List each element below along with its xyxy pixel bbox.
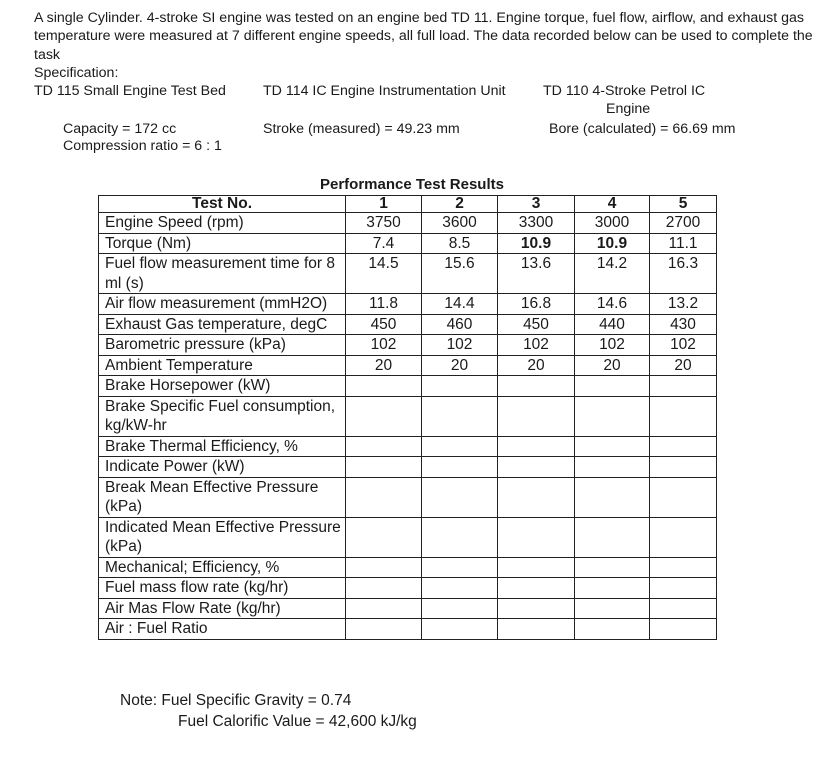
table-row — [99, 254, 717, 294]
cell-value — [422, 396, 498, 436]
cell-value: 102 — [650, 335, 717, 356]
spec-test-bed: TD 115 Small Engine Test Bed — [34, 83, 226, 99]
cell-value — [575, 477, 650, 517]
cell-value — [498, 517, 575, 557]
row-label: Engine Speed (rpm) — [99, 213, 346, 234]
cell-value — [575, 396, 650, 436]
cell-value — [575, 376, 650, 397]
cell-value — [650, 376, 717, 397]
cell-value: 102 — [498, 335, 575, 356]
cell-value — [575, 557, 650, 578]
cell-value — [422, 477, 498, 517]
cell-value — [650, 477, 717, 517]
table-row — [99, 557, 717, 578]
cell-value — [650, 578, 717, 599]
row-label: Brake Horsepower (kW) — [99, 376, 346, 397]
cell-value: 11.1 — [650, 233, 717, 254]
header-test-no: Test No. — [99, 196, 346, 213]
table-row — [99, 578, 717, 599]
cell-value: 102 — [346, 335, 422, 356]
cell-value — [650, 436, 717, 457]
cell-value — [650, 517, 717, 557]
cell-value: 20 — [422, 355, 498, 376]
row-label: Brake Thermal Efficiency, % — [99, 436, 346, 457]
cell-value — [422, 517, 498, 557]
cell-value — [575, 517, 650, 557]
cell-value: 16.3 — [650, 254, 717, 294]
intro-paragraph: A single Cylinder. 4-stroke SI engine was tested on an engine bed TD 11. Engine torque, fuel flow, airflow, and exhaust gas temperature were measured at 7 different engine speeds, all full load. The data recorded below can be used to complete the task — [34, 10, 813, 63]
spec-instrumentation-unit: TD 114 IC Engine Instrumentation Unit — [263, 83, 506, 99]
header-test-5: 5 — [650, 196, 717, 213]
table-row — [99, 233, 717, 254]
row-label: Brake Specific Fuel consumption, kg/kW-hr — [99, 396, 346, 436]
row-label: Ambient Temperature — [99, 355, 346, 376]
cell-value: 450 — [346, 314, 422, 335]
row-label: Fuel mass flow rate (kg/hr) — [99, 578, 346, 599]
cell-value — [650, 557, 717, 578]
cell-value — [346, 396, 422, 436]
cell-value: 102 — [575, 335, 650, 356]
cell-value: 3600 — [422, 213, 498, 234]
cell-value: 15.6 — [422, 254, 498, 294]
cell-value: 11.8 — [346, 294, 422, 315]
cell-value: 16.8 — [498, 294, 575, 315]
header-test-2: 2 — [422, 196, 498, 213]
cell-value: 10.9 — [498, 233, 575, 254]
table-row — [99, 294, 717, 315]
note-specific-gravity: Note: Fuel Specific Gravity = 0.74 — [120, 692, 352, 709]
cell-value: 3750 — [346, 213, 422, 234]
cell-value — [498, 557, 575, 578]
cell-value: 7.4 — [346, 233, 422, 254]
cell-value — [346, 457, 422, 478]
row-label: Barometric pressure (kPa) — [99, 335, 346, 356]
table-row — [99, 213, 717, 234]
cell-value: 430 — [650, 314, 717, 335]
spec-stroke: Stroke (measured) = 49.23 mm — [263, 121, 460, 137]
cell-value — [650, 396, 717, 436]
cell-value — [498, 619, 575, 640]
table-row — [99, 335, 717, 356]
table-row — [99, 477, 717, 517]
cell-value — [498, 477, 575, 517]
cell-value — [575, 436, 650, 457]
row-label: Mechanical; Efficiency, % — [99, 557, 346, 578]
performance-results-table — [98, 195, 717, 640]
cell-value — [650, 457, 717, 478]
cell-value — [422, 578, 498, 599]
cell-value: 14.6 — [575, 294, 650, 315]
cell-value — [422, 376, 498, 397]
cell-value: 13.2 — [650, 294, 717, 315]
cell-value — [346, 598, 422, 619]
table-row — [99, 314, 717, 335]
cell-value — [346, 436, 422, 457]
cell-value — [498, 578, 575, 599]
cell-value — [498, 396, 575, 436]
cell-value — [346, 578, 422, 599]
cell-value — [650, 598, 717, 619]
cell-value — [498, 436, 575, 457]
cell-value — [498, 598, 575, 619]
cell-value — [422, 436, 498, 457]
spec-engine-line2: Engine — [606, 101, 651, 117]
table-row — [99, 517, 717, 557]
cell-value — [346, 557, 422, 578]
table-row — [99, 436, 717, 457]
cell-value — [575, 598, 650, 619]
cell-value: 10.9 — [575, 233, 650, 254]
cell-value — [575, 457, 650, 478]
cell-value — [498, 457, 575, 478]
cell-value — [422, 619, 498, 640]
header-test-4: 4 — [575, 196, 650, 213]
cell-value: 20 — [346, 355, 422, 376]
header-test-1: 1 — [346, 196, 422, 213]
cell-value — [422, 598, 498, 619]
table-row — [99, 355, 717, 376]
cell-value: 2700 — [650, 213, 717, 234]
row-label: Indicate Power (kW) — [99, 457, 346, 478]
table-row — [99, 396, 717, 436]
cell-value: 20 — [498, 355, 575, 376]
row-label: Air : Fuel Ratio — [99, 619, 346, 640]
cell-value — [346, 517, 422, 557]
spec-compression: Compression ratio = 6 : 1 — [63, 138, 222, 154]
cell-value: 14.2 — [575, 254, 650, 294]
table-title: Performance Test Results — [320, 176, 504, 193]
cell-value: 102 — [422, 335, 498, 356]
spec-capacity: Capacity = 172 cc — [63, 121, 177, 137]
row-label: Air flow measurement (mmH2O) — [99, 294, 346, 315]
table-row — [99, 598, 717, 619]
cell-value: 13.6 — [498, 254, 575, 294]
table-header-row — [99, 196, 717, 213]
row-label: Exhaust Gas temperature, degC — [99, 314, 346, 335]
cell-value — [346, 477, 422, 517]
cell-value: 460 — [422, 314, 498, 335]
row-label: Indicated Mean Effective Pressure (kPa) — [99, 517, 346, 557]
cell-value: 440 — [575, 314, 650, 335]
cell-value — [346, 619, 422, 640]
spec-label: Specification: — [34, 65, 119, 81]
cell-value: 3300 — [498, 213, 575, 234]
table-row — [99, 457, 717, 478]
row-label: Torque (Nm) — [99, 233, 346, 254]
cell-value: 450 — [498, 314, 575, 335]
note-calorific-value: Fuel Calorific Value = 42,600 kJ/kg — [178, 713, 417, 730]
cell-value — [498, 376, 575, 397]
table-row — [99, 376, 717, 397]
cell-value: 20 — [575, 355, 650, 376]
spec-engine-line1: TD 110 4-Stroke Petrol IC — [543, 83, 706, 99]
cell-value — [346, 376, 422, 397]
table-row — [99, 619, 717, 640]
row-label: Fuel flow measurement time for 8 ml (s) — [99, 254, 346, 294]
cell-value: 14.5 — [346, 254, 422, 294]
cell-value: 8.5 — [422, 233, 498, 254]
cell-value: 3000 — [575, 213, 650, 234]
cell-value: 14.4 — [422, 294, 498, 315]
cell-value — [422, 457, 498, 478]
cell-value — [575, 619, 650, 640]
row-label: Air Mas Flow Rate (kg/hr) — [99, 598, 346, 619]
cell-value — [575, 578, 650, 599]
cell-value — [422, 557, 498, 578]
cell-value: 20 — [650, 355, 717, 376]
row-label: Break Mean Effective Pressure (kPa) — [99, 477, 346, 517]
header-test-3: 3 — [498, 196, 575, 213]
cell-value — [650, 619, 717, 640]
spec-bore: Bore (calculated) = 66.69 mm — [549, 121, 736, 137]
